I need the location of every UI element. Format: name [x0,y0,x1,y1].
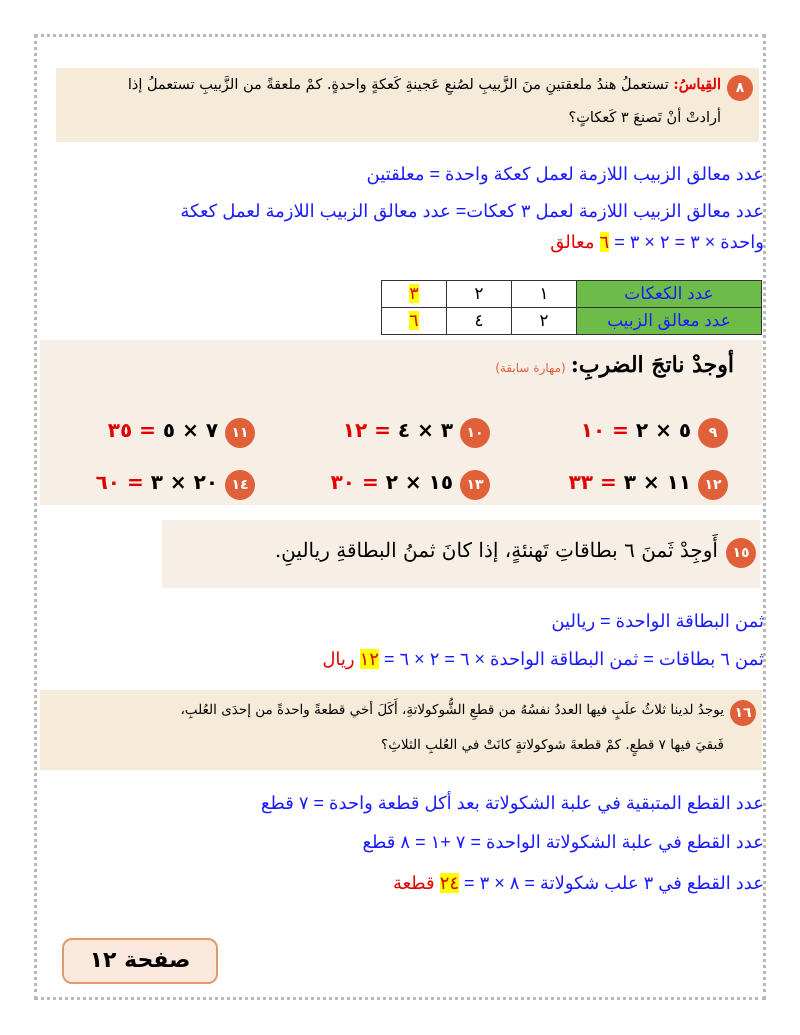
q16-answer-line1: عدد القطع المتبقية في علبة الشكولاتة بعد أكل قطعة واحدة = ٧ قطع [260,793,764,813]
table-row [382,281,762,308]
exercise-answer: ٣٣ [568,470,593,494]
q8-answer-line3 [550,232,764,253]
question-8-text-line1 [128,76,721,93]
equals-sign: = [139,418,156,442]
table-cell: ٢ [447,281,512,308]
question-15-box [162,520,760,588]
equals-sign: = [374,418,391,442]
table-cell: ٤ [447,308,512,335]
q15-answer-line2-prefix: ثمن ٦ بطاقات = ثمن البطاقة الواحدة × ٦ = ٢ × ٦ = [383,649,764,669]
q15-answer-line2 [322,649,764,670]
equals-sign: = [361,470,379,494]
exercise-13 [331,470,490,500]
exercise-expression: ٢٠ × ٣ [150,470,219,494]
table-cell [382,281,447,308]
exercise-expression: ١٥ × ٢ [385,470,454,494]
q16-answer-line2: عدد القطع في علبة الشكولاتة الواحدة = ٧ +١ = ٨ قطع [362,832,764,852]
exercise-answer: ٦٠ [95,470,120,494]
question-16-text-line2: فَبقيَ فيها ٧ قطعٍ. كمْ قطعةَ شوكولاتةٍ كانَتْ في العُلبِ الثلاثِ؟ [381,737,724,753]
exercise-answer: ١٢ [342,418,368,442]
exercise-badge: ١٣ [460,470,490,500]
question-8-badge: ٨ [727,75,753,101]
equals-sign: = [612,418,629,442]
q16-answer-result: ٢٤ [439,873,460,893]
equals-sign: = [126,470,144,494]
question-15-text: أَوجِدْ ثَمنَ ٦ بطاقاتِ تَهنئةٍ، إذا كانَ ثمنُ البطاقةِ ريالينِ. [274,538,718,562]
q16-answer-line3-prefix: عدد القطع في ٣ علب شكولاتة = ٨ × ٣ = [464,873,764,893]
question-8-text-line2: أرادتْ أنْ تَصنعَ ٣ كَعكاتٍ؟ [568,110,721,126]
table-cell: ١ [512,281,577,308]
cookies-table [381,280,762,335]
q15-answer-unit: ريال [322,649,355,669]
question-15-badge: ١٥ [726,538,756,568]
q16-answer-unit: قطعة [392,873,435,893]
q8-answer-line3-prefix: واحدة × ٣ = ٢ × ٣ = [614,232,764,252]
question-16-text-line1: يوجدُ لدينا ثلاثُ علَبٍ فيها العددُ نفسُهُ من قطعِ الشُّوكولاتةِ، أَكَلَ أخي قطعةً واحدةً من إحدَى العُلبِ، [180,702,724,718]
exercise-badge: ١٢ [698,470,728,500]
exercise-answer: ١٠ [580,418,606,442]
table-row [382,308,762,335]
exercise-badge: ٩ [698,418,728,448]
exercise-answer: ٣٥ [107,418,133,442]
exercise-expression: ٥ × ٢ [635,418,692,442]
exercise-expression: ٧ × ٥ [162,418,219,442]
question-8-box [56,68,759,142]
table-cell-highlight: ٦ [409,311,419,330]
question-8-text: تستعملُ هندُ ملعقتينِ منَ الزَّبيبِ لصُنعِ عَجينةِ كَعكةٍ واحدةٍ. كمْ ملعقةً من الزَّبيبِ تستعملُ إذا [127,77,669,93]
exercise-badge: ١٤ [225,470,255,500]
section-title-text: أوجدْ ناتجَ الضربِ: [570,352,734,378]
q8-answer-line1: عدد معالق الزبيب اللازمة لعمل كعكة واحدة = معلقتين [366,164,764,184]
table-cell-highlight: ٣ [409,284,419,303]
exercise-badge: ١١ [225,418,255,448]
page-number-label: صفحة ١٢ [62,938,218,984]
q16-answer-line3 [393,873,764,894]
table-cell: ٢ [512,308,577,335]
exercise-badge: ١٠ [460,418,490,448]
exercise-9 [581,418,728,448]
exercise-answer: ٣٠ [330,470,355,494]
section-title [495,352,734,378]
q8-answer-line2: عدد معالق الزبيب اللازمة لعمل ٣ كعكات= عدد معالق الزبيب اللازمة لعمل كعكة [180,201,764,221]
table-header-cookies: عدد الكعكات [577,281,762,308]
exercise-expression: ١١ × ٣ [623,470,692,494]
table-cell [382,308,447,335]
q8-answer-unit: معالق [550,232,595,252]
exercise-11 [108,418,255,448]
q15-answer-line1: ثمن البطاقة الواحدة = ريالين [551,611,764,631]
question-16-badge: ١٦ [730,700,756,726]
q15-answer-result: ١٢ [359,649,379,669]
q8-answer-result: ٦ [599,232,610,252]
question-16-box [40,690,762,770]
table-header-raisins: عدد معالق الزبيب [577,308,762,335]
equals-sign: = [599,470,617,494]
exercise-10 [343,418,490,448]
exercise-12 [569,470,728,500]
question-8-label: القِياسُ: [673,76,721,93]
exercise-14 [96,470,255,500]
exercise-expression: ٣ × ٤ [397,418,454,442]
section-note: (مهارة سابقة) [495,361,566,375]
